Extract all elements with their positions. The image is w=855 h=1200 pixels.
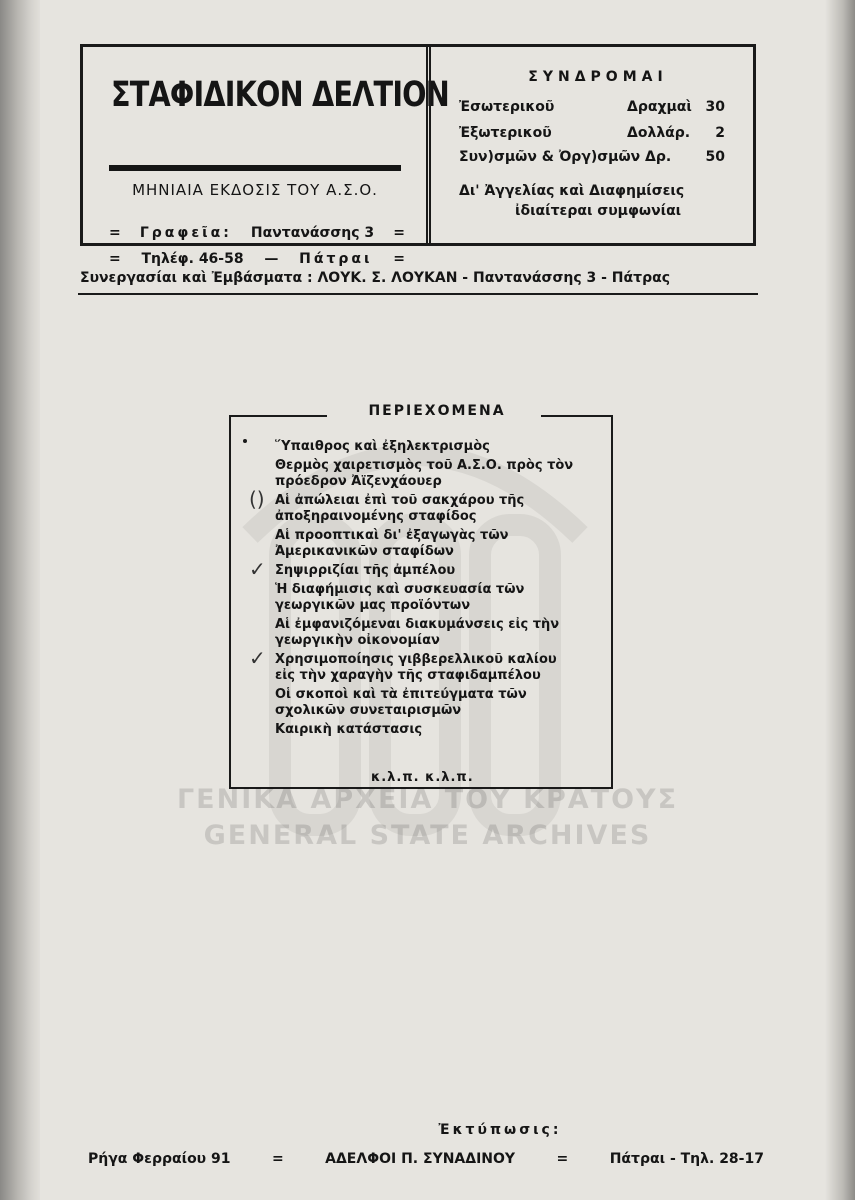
contents-item-text: Χρησιμοποίησις γιββερελλικοῦ καλίου εἰς τὴν χαραγὴν τῆς σταφιδαμπέλου	[275, 652, 557, 683]
subscriptions-title: ΣΥΝΔΡΟΜΑΙ	[528, 69, 668, 85]
subscription-amount: 30	[705, 99, 725, 115]
contents-item	[275, 582, 575, 614]
contents-item	[249, 646, 575, 684]
publication-subtitle: ΜΗΝΙΑΙΑ ΕΚΔΟΣΙΣ ΤΟΥ Α.Σ.Ο.	[132, 181, 378, 199]
contents-ending: κ.λ.π. κ.λ.π.	[371, 770, 474, 785]
city: Πάτραι	[299, 251, 373, 267]
book-binding-edge	[0, 0, 40, 1200]
contents-item	[275, 458, 575, 490]
separator: =	[393, 225, 405, 241]
offices-address: Παντανάσσης 3	[250, 225, 375, 241]
contents-item-text: Σηψιρριζίαι τῆς ἀμπέλου	[275, 563, 456, 578]
phone: Τηλέφ. 46-58	[141, 251, 244, 267]
header-divider	[426, 47, 431, 243]
separator: =	[556, 1151, 569, 1167]
box-top-border	[231, 415, 327, 417]
printer-line	[88, 1151, 764, 1167]
archive-watermark-greek: ΓΕΝΙΚΑ ΑΡΧΕΙΑ ΤΟΥ ΚΡΑΤΟΥΣ	[176, 784, 679, 815]
archive-watermark-english: GENERAL STATE ARCHIVES	[203, 820, 652, 851]
subscription-amount: 2	[715, 125, 725, 141]
contents-item-text: Οἱ σκοποὶ καὶ τὰ ἐπιτεύγματα τῶν σχολικῶν συνεταιρισμῶν	[275, 687, 527, 718]
pencil-mark-icon: ()	[249, 487, 265, 511]
contents-item	[275, 687, 575, 719]
offices-line	[109, 225, 405, 241]
separator: =	[109, 251, 121, 267]
contents-list	[249, 439, 575, 741]
contents-item	[249, 487, 575, 525]
page-right-edge	[825, 0, 855, 1200]
contents-item	[275, 722, 575, 738]
printer-name: ΑΔΕΛΦΟΙ Π. ΣΥΝΑΔΙΝΟΥ	[325, 1151, 516, 1167]
subscription-label: Ἐξωτερικοῦ	[459, 125, 552, 141]
subscription-label: Συν)σμῶν & Ὀργ)σμῶν Δρ.	[459, 149, 672, 165]
ads-terms: ἰδιαίτεραι συμφωνίαι	[515, 203, 682, 219]
contents-item-text: Αἱ προοπτικαὶ δι' ἐξαγωγὰς τῶν Ἀμερικανικῶν σταφίδων	[275, 528, 509, 559]
collaborations-rule	[78, 293, 758, 295]
printer-city-phone: Πάτραι - Τηλ. 28-17	[609, 1151, 764, 1167]
printer-label: Ἐκτύπωσις:	[438, 1122, 562, 1138]
ink-dot	[243, 439, 247, 443]
contents-item-text: Ἡ διαφήμισις καὶ συσκευασία τῶν γεωργικῶν μας προϊόντων	[275, 582, 525, 613]
title-rule	[109, 165, 401, 171]
contents-item-text: Καιρικὴ κατάστασις	[275, 722, 423, 737]
separator: =	[109, 225, 121, 241]
checkmark-icon: ✓	[249, 646, 266, 670]
subscription-currency: Δολλάρ.	[627, 125, 691, 141]
printer-street: Ρήγα Φερραίου 91	[88, 1151, 231, 1167]
subscription-amount: 50	[705, 149, 725, 165]
contents-item-text: Αἱ ἀπώλειαι ἐπὶ τοῦ σακχάρου τῆς ἀποξηραινομένης σταφίδος	[275, 493, 525, 524]
contents-item-text: Αἱ ἐμφανιζόμεναι διακυμάνσεις εἰς τὴν γεωργικὴν οἰκονομίαν	[275, 617, 560, 648]
publication-title: ΣΤΑΦΙΔΙΚΟΝ ΔΕΛΤΙΟΝ	[111, 75, 449, 115]
contents-item	[275, 439, 575, 455]
box-top-border	[541, 415, 611, 417]
contents-title: ΠΕΡΙΕΧΟΜΕΝΑ	[368, 403, 506, 419]
ads-info: Δι' Ἀγγελίας καὶ Διαφημίσεις	[459, 183, 685, 199]
contents-item	[249, 557, 575, 581]
dash: —	[264, 251, 279, 267]
separator: =	[393, 251, 405, 267]
offices-label: Γραφεῖα:	[139, 225, 232, 241]
masthead-box	[80, 44, 756, 267]
phone-line	[109, 251, 405, 267]
contents-box	[229, 403, 613, 789]
contents-item-text: Ὕπαιθρος καὶ ἐξηλεκτρισμὸς	[275, 439, 490, 454]
separator: =	[271, 1151, 284, 1167]
contents-item	[275, 617, 575, 649]
contents-item-text: Θερμὸς χαιρετισμὸς τοῦ Α.Σ.Ο. πρὸς τὸν πρόεδρον Ἀϊζενχάουερ	[275, 458, 574, 489]
contents-item	[275, 528, 575, 560]
collaborations-line: Συνεργασίαι καὶ Ἐμβάσματα : ΛΟΥΚ. Σ. ΛΟΥΚΑΝ - Παντανάσσης 3 - Πάτρας	[80, 270, 671, 286]
subscription-label: Ἐσωτερικοῦ	[459, 99, 555, 115]
subscription-currency: Δραχμαὶ	[627, 99, 692, 115]
checkmark-icon: ✓	[249, 557, 266, 581]
